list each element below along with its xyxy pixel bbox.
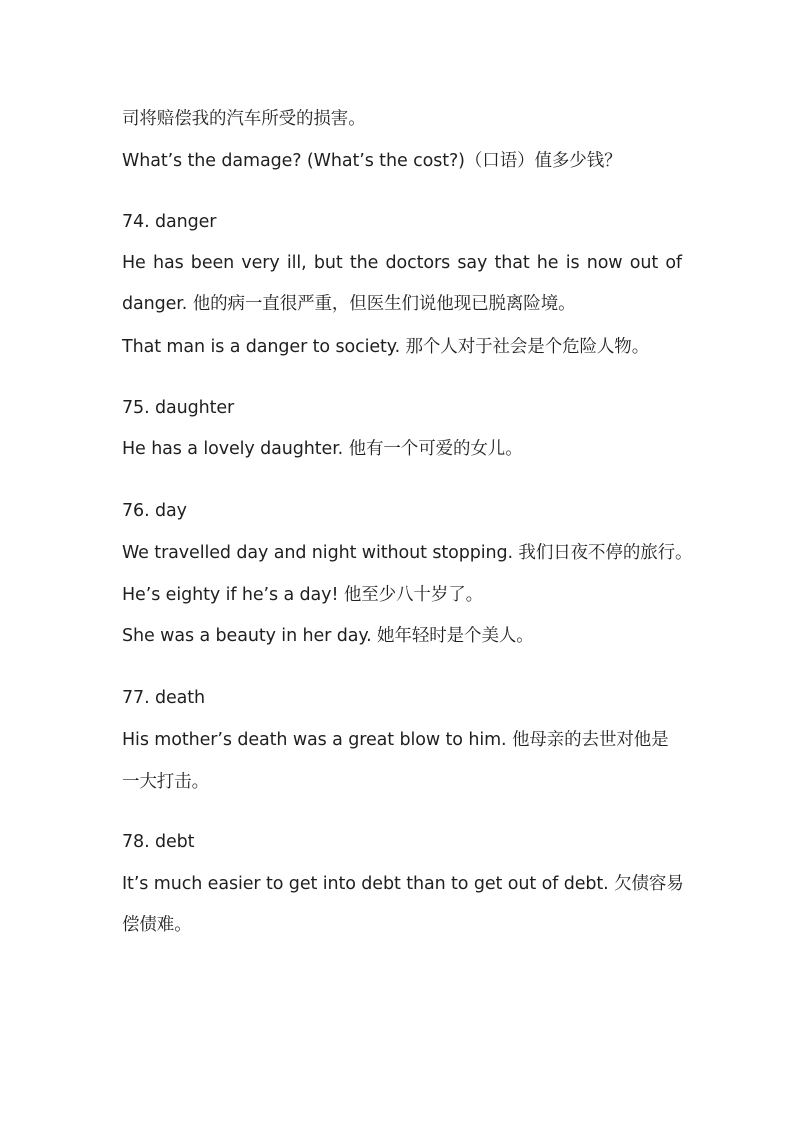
- text-line: He’s eighty if he’s a day! 他至少八十岁了。: [122, 585, 484, 605]
- text-line: 司将赔偿我的汽车所受的损害。: [122, 109, 366, 129]
- entry-heading: 77. death: [122, 688, 206, 708]
- text-line: 一大打击。: [122, 772, 209, 792]
- entry-heading: 76. day: [122, 501, 187, 521]
- text-line: danger. 他的病一直很严重，但医生们说他现已脱离险境。: [122, 294, 576, 314]
- entry-heading: 75. daughter: [122, 398, 235, 418]
- text-line: What’s the damage? (What’s the cost?)（口语）值多少钱？: [122, 151, 622, 171]
- text-line: It’s much easier to get into debt than to get out of debt. 欠债容易: [122, 874, 684, 894]
- text-line: 偿债难。: [122, 915, 192, 935]
- entry-heading: 74. danger: [122, 212, 217, 232]
- text-line: He has been very ill, but the doctors say that he is now out of: [122, 253, 682, 273]
- text-line: That man is a danger to society. 那个人对于社会是个危险人物。: [122, 337, 650, 357]
- entry-heading: 78. debt: [122, 832, 195, 852]
- text-line: We travelled day and night without stopping. 我们日夜不停的旅行。: [122, 543, 693, 563]
- text-line: She was a beauty in her day. 她年轻时是个美人。: [122, 626, 534, 646]
- text-line: His mother’s death was a great blow to him. 他母亲的去世对他是: [122, 730, 669, 750]
- text-line: He has a lovely daughter. 他有一个可爱的女儿。: [122, 439, 523, 459]
